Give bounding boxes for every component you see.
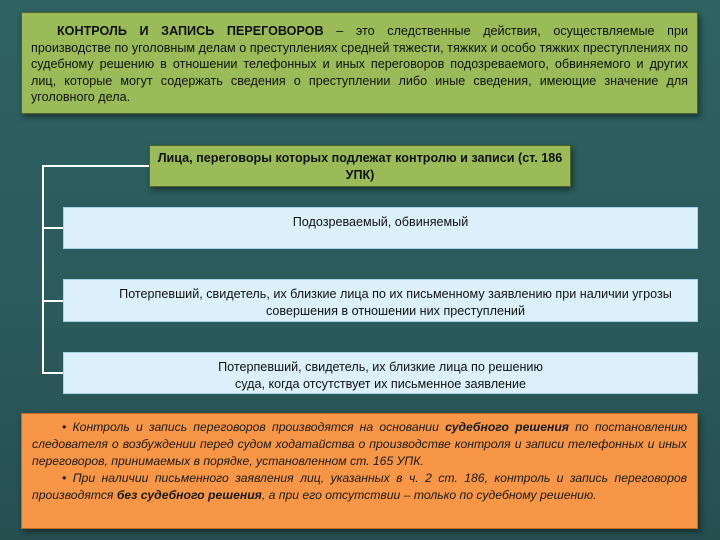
definition-term: КОНТРОЛЬ И ЗАПИСЬ ПЕРЕГОВОРОВ [57, 24, 324, 38]
notes-box [21, 413, 698, 529]
note-paragraph-2: • При наличии письменного заявления лиц, указанных в ч. 2 ст. 186, контроль и запись переговоров производятся без судебного решения, а при его отсутствии – только по судебному решению. [32, 471, 687, 503]
connector-branch-3 [42, 372, 63, 374]
definition-text: – это следственные действия, осуществляемые при производстве по уголовным делам о преступлениях средней тяжести, тяжких и особо тяжких преступлениях по судебному решению в отношении телефонных и иных переговоров подозреваемого, обвиняемого и других лиц, которые могут содержать сведения о преступлении либо иные сведения, имеющие значение для уголовного дела. [31, 24, 688, 105]
persons-header-box [149, 145, 571, 187]
item-box-suspect [63, 207, 698, 249]
definition-box [21, 12, 698, 114]
connector-top-line [42, 165, 149, 167]
note-paragraph-1: • Контроль и запись переговоров производятся на основании судебного решения по постановлению следователя о возбуждении перед судом ходатайства о производстве контроля и записи телефонных и иных переговоров, принимаемых в порядке, установленном ст. 165 УПК. [32, 420, 687, 469]
connector-branch-2 [42, 300, 63, 302]
connector-vertical-line [42, 165, 44, 374]
item-box-victim-by-court [63, 352, 698, 394]
item-text-suspect: Подозреваемый, обвиняемый [292, 215, 469, 229]
connector-branch-1 [42, 227, 63, 229]
item-box-victim-by-statement [63, 279, 698, 322]
item-text-victim-by-court: Потерпевший, свидетель, их близкие лица по решению суда, когда отсутствует их письменное заявление [218, 360, 543, 391]
persons-header-text: Лица, переговоры которых подлежат контролю и записи (ст. 186 УПК) [157, 151, 563, 182]
item-text-victim-by-statement: Потерпевший, свидетель, их близкие лица по их письменному заявлению при наличии угрозы совершения в отношении них преступлений [119, 287, 672, 318]
